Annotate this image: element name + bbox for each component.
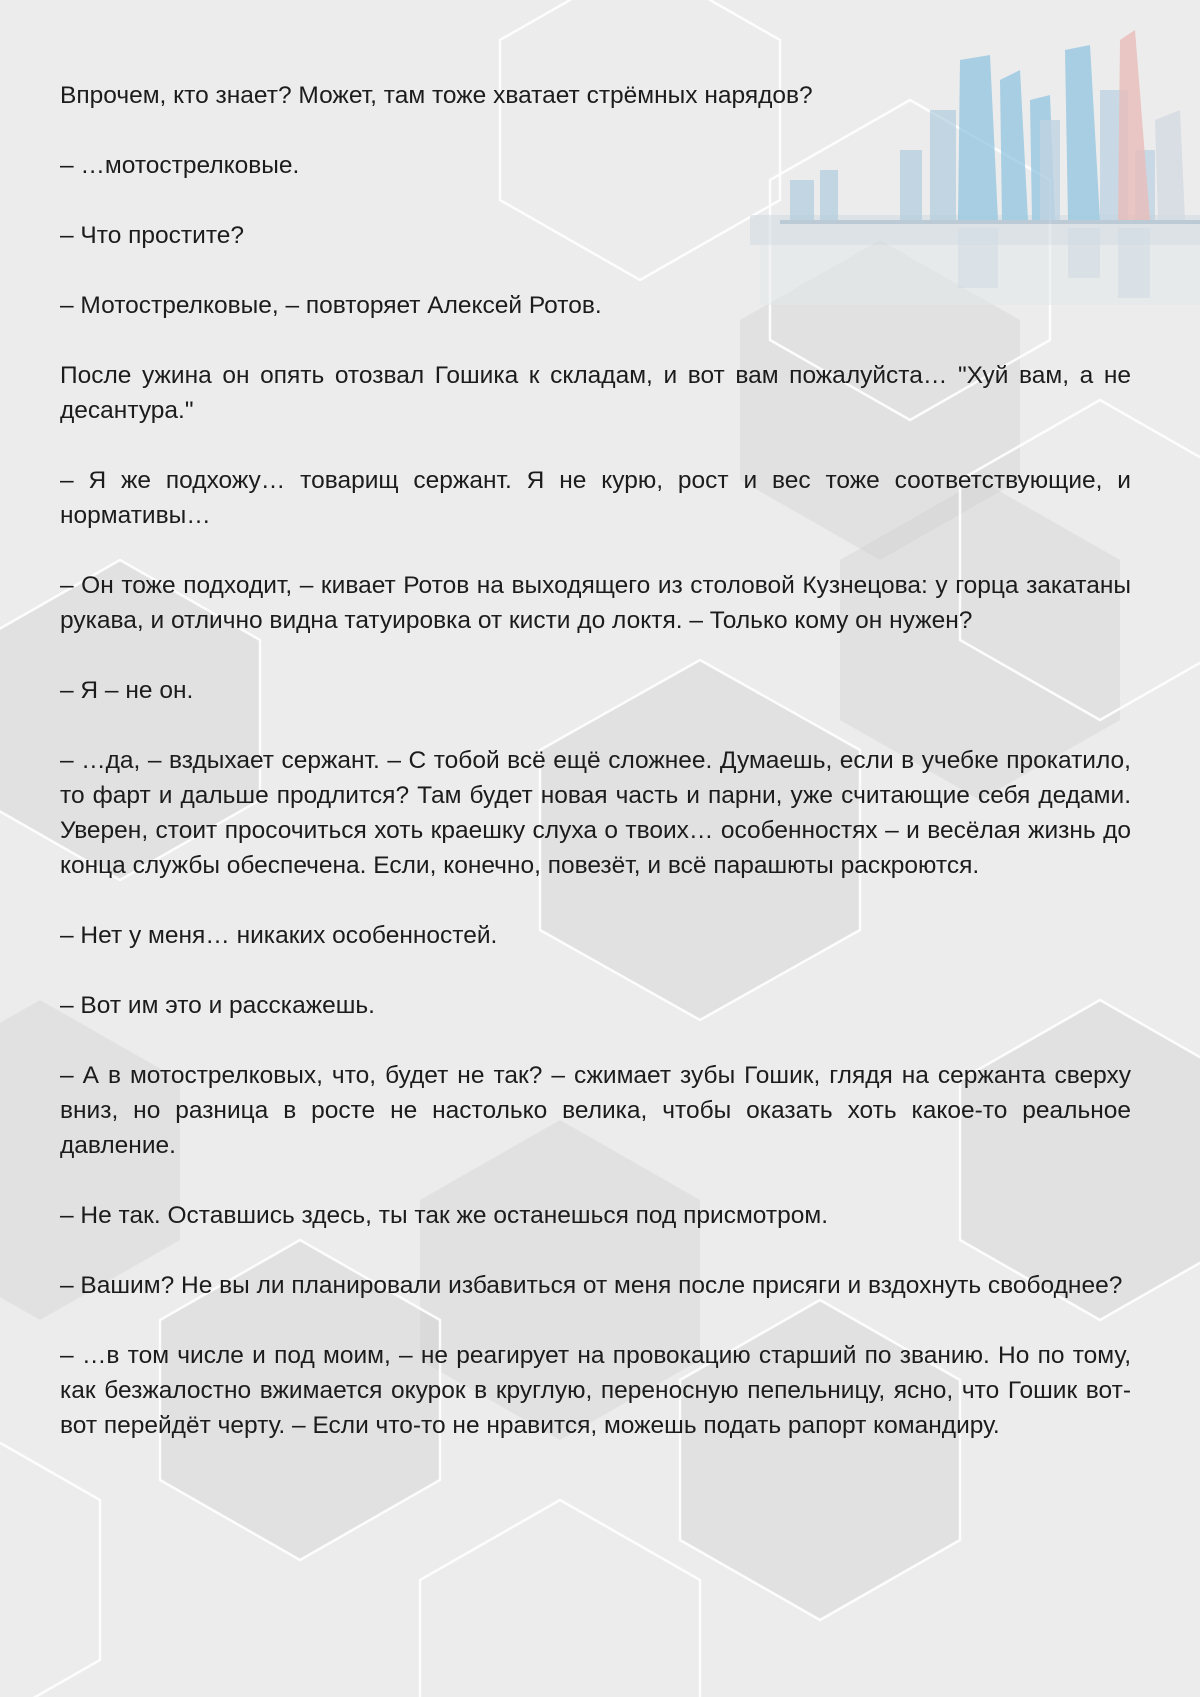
paragraph: – Мотострелковые, – повторяет Алексей Ротов. [60,292,602,319]
document-body [60,78,1131,1443]
paragraph: – Он тоже подходит, – кивает Ротов на выходящего из столовой Кузнецова: у горца закатаны рукава, и отлично видна татуировка от кисти до локтя. – Только кому он нужен? [60,572,1131,634]
paragraph: – Что простите? [60,222,245,249]
paragraph: – Вашим? Не вы ли планировали избавиться от меня после присяги и вздохнуть свободнее? [60,1272,1123,1299]
paragraph: – …мотострелковые. [60,152,300,179]
paragraph: – Я же подхожу… товарищ сержант. Я не курю, рост и вес тоже соответствующие, и нормативы… [60,467,1131,529]
paragraph: Впрочем, кто знает? Может, там тоже хватает стрёмных нарядов? [60,82,813,109]
paragraph: – Я – не он. [60,677,194,704]
paragraph: – …в том числе и под моим, – не реагирует на провокацию старший по званию. Но по тому, как безжалостно вжимается окурок в круглую, переносную пепельницу, ясно, что Гошик вот-вот перейдёт черту. – Если что-то не нравится, можешь подать рапорт командиру. [60,1342,1131,1439]
paragraph: – …да, – вздыхает сержант. – С тобой всё ещё сложнее. Думаешь, если в учебке прокатило, то фарт и дальше продлится? Там будет новая часть и парни, уже считающие себя дедами. Уверен, стоит просочиться хоть краешку слуха о твоих… особенностях – и весёлая жизнь до конца службы обеспечена. Если, конечно, повезёт, и всё парашюты раскроются. [60,747,1131,879]
paragraph: После ужина он опять отозвал Гошика к складам, и вот вам пожалуйста… "Хуй вам, а не десантура." [60,362,1131,424]
paragraph: – Нет у меня… никаких особенностей. [60,922,498,949]
paragraph: – А в мотострелковых, что, будет не так? – сжимает зубы Гошик, глядя на сержанта сверху вниз, но разница в росте не настолько велика, чтобы оказать хоть какое-то реальное давление. [60,1062,1131,1159]
paragraph: – Не так. Оставшись здесь, ты так же останешься под присмотром. [60,1202,829,1229]
paragraph: – Вот им это и расскажешь. [60,992,375,1019]
